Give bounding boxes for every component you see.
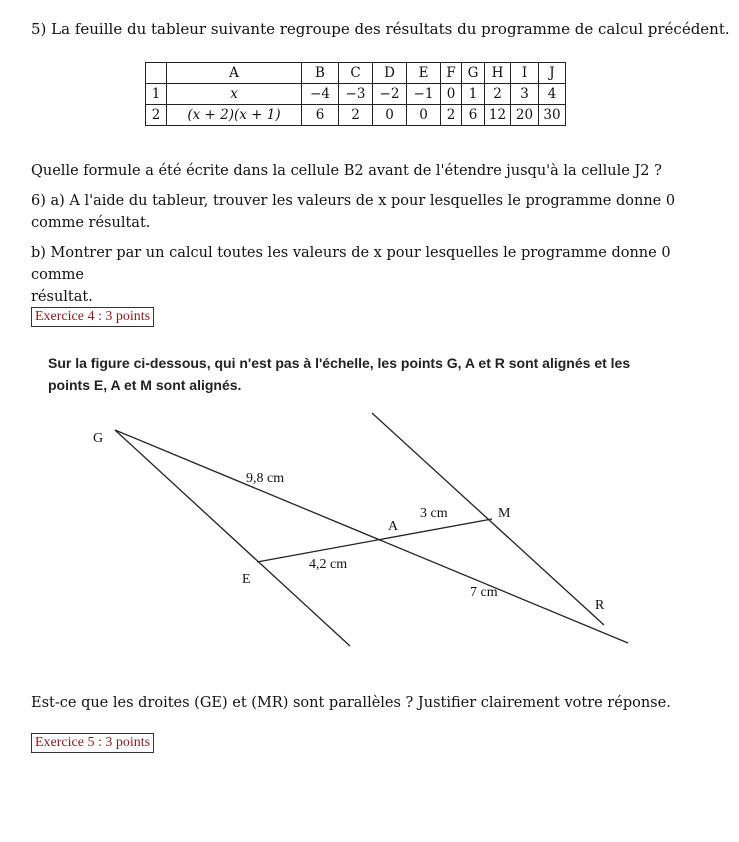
- line-GR: [115, 430, 628, 643]
- question-5: 5) La feuille du tableur suivante regroupe des résultats du programme de calcul précédent.: [31, 20, 730, 38]
- table-cell: 6: [462, 105, 485, 126]
- question-6b-line2: résultat.: [31, 289, 93, 305]
- table-cell: 0: [373, 105, 407, 126]
- header-cell: F: [441, 63, 462, 84]
- table-cell: 20: [511, 105, 539, 126]
- header-cell: E: [407, 63, 441, 84]
- label-A: A: [388, 519, 399, 534]
- label-M: M: [498, 506, 511, 521]
- length-AM: 3 cm: [420, 506, 448, 521]
- header-cell: J: [539, 63, 566, 84]
- table-cell: −3: [339, 84, 373, 105]
- table-cell: 2: [146, 105, 167, 126]
- exercise-4-heading: Exercice 4 : 3 points: [31, 307, 154, 327]
- label-R: R: [595, 598, 605, 613]
- exercise-5-heading: Exercice 5 : 3 points: [31, 733, 154, 753]
- table-cell: 1: [462, 84, 485, 105]
- label-E: E: [242, 572, 251, 587]
- table-cell: 2: [441, 105, 462, 126]
- table-cell: x: [167, 84, 302, 105]
- length-EA: 4,2 cm: [309, 557, 348, 572]
- table-cell: −2: [373, 84, 407, 105]
- line-EM: [257, 519, 492, 562]
- header-cell: H: [485, 63, 511, 84]
- formula-question: Quelle formule a été écrite dans la cellule B2 avant de l'étendre jusqu'à la cellule J2 ?: [31, 163, 662, 179]
- figure-intro-line1: Sur la figure ci-dessous, qui n'est pas à l'échelle, les points G, A et R sont alignés et les: [48, 355, 631, 371]
- table-cell: 0: [441, 84, 462, 105]
- table-cell: 30: [539, 105, 566, 126]
- table-cell: 4: [539, 84, 566, 105]
- question-6a-line1: 6) a) A l'aide du tableur, trouver les valeurs de x pour lesquelles le programme donne 0: [31, 193, 676, 209]
- parallel-question: Est-ce que les droites (GE) et (MR) sont parallèles ? Justifier clairement votre réponse.: [31, 695, 671, 711]
- table-cell: (x + 2)(x + 1): [167, 105, 302, 126]
- line-GE: [115, 430, 350, 646]
- table-cell: 2: [339, 105, 373, 126]
- question-6b-line1: b) Montrer par un calcul toutes les valeurs de x pour lesquelles le programme donne 0 comme: [31, 245, 671, 283]
- table-cell: 0: [407, 105, 441, 126]
- length-GA: 9,8 cm: [246, 471, 285, 486]
- label-G: G: [93, 431, 104, 446]
- table-cell: 3: [511, 84, 539, 105]
- figure-intro-line2: points E, A et M sont alignés.: [48, 377, 242, 393]
- table-cell: 12: [485, 105, 511, 126]
- table-cell: −1: [407, 84, 441, 105]
- table-cell: 1: [146, 84, 167, 105]
- table-cell: 2: [485, 84, 511, 105]
- header-cell: C: [339, 63, 373, 84]
- header-cell: D: [373, 63, 407, 84]
- header-cell: G: [462, 63, 485, 84]
- table-cell: −4: [302, 84, 339, 105]
- length-AR: 7 cm: [470, 585, 498, 600]
- header-cell: A: [167, 63, 302, 84]
- header-cell: B: [302, 63, 339, 84]
- header-cell: I: [511, 63, 539, 84]
- table-cell: 6: [302, 105, 339, 126]
- question-6a-line2: comme résultat.: [31, 215, 151, 231]
